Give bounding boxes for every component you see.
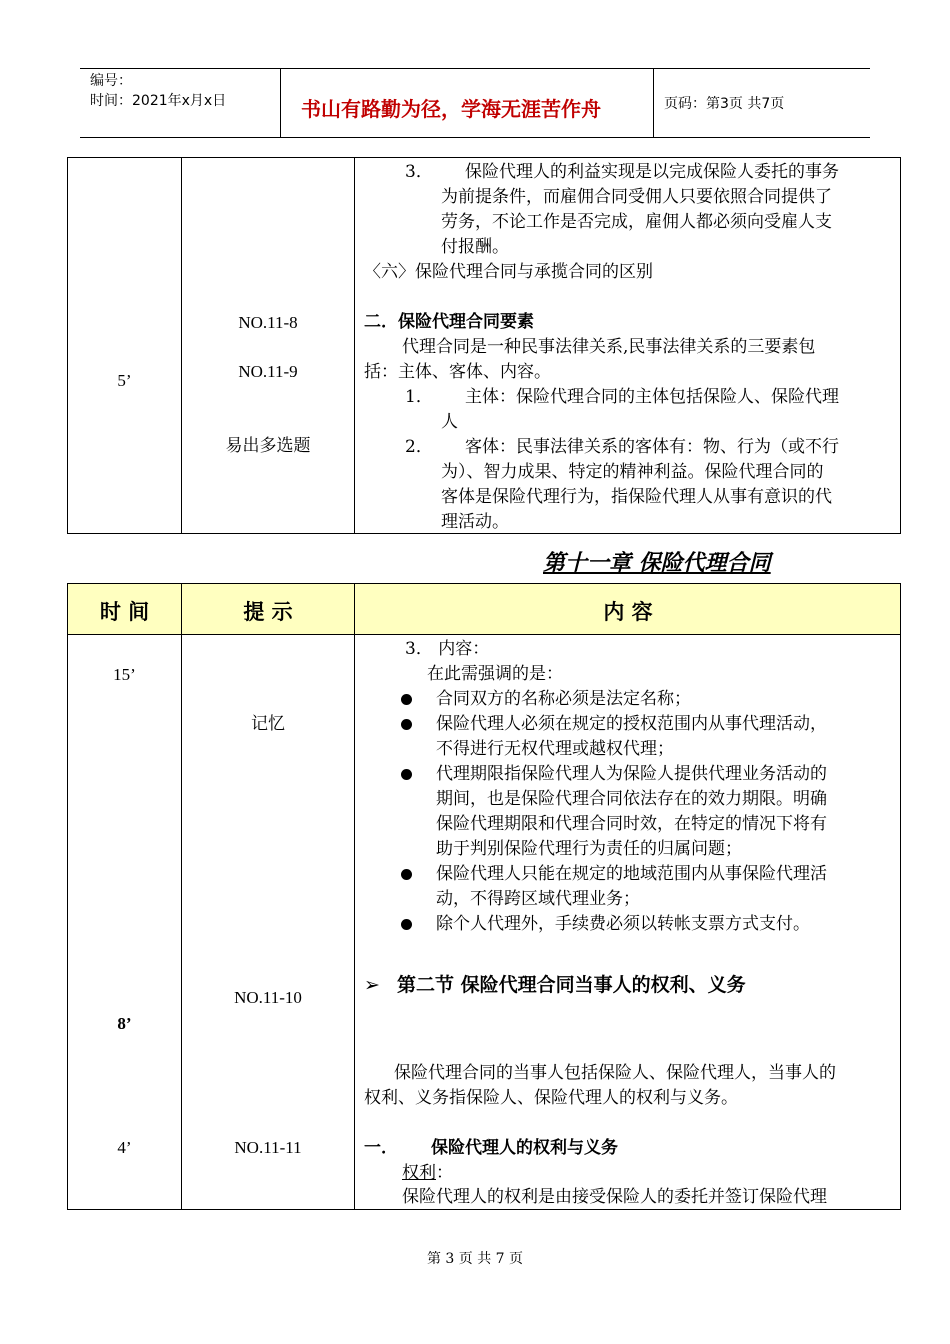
bullet-2-line-1: 保险代理人必须在规定的授权范围内从事代理活动， (436, 714, 827, 734)
time-8: 8’ (117, 1014, 132, 1033)
rights-colon: ： (436, 1163, 453, 1183)
header-time: 时 间 (99, 600, 150, 624)
bullet-1-line-1: 合同双方的名称必须是法定名称； (436, 689, 691, 709)
subsection-6: 〈六〉保险代理合同与承揽合同的区别 (364, 262, 653, 282)
hint-multiple-choice: 易出多选题 (225, 436, 311, 456)
party-para-line-1: 保险代理合同的当事人包括保险人、保险代理人，当事人的 (394, 1063, 836, 1083)
item3-line-3: 劳务，不论工作是否完成，雇佣人都必须向受雇人支 (441, 212, 832, 232)
bullet-icon (401, 869, 412, 880)
item3-line-4: 付报酬。 (441, 237, 509, 257)
lesson-table-1 (67, 157, 901, 534)
item2-num: 2． (405, 437, 433, 457)
section-2-heading: 二．保险代理合同要素 (364, 312, 534, 332)
item2-line-3: 客体是保险代理行为，指保险代理人从事有意识的代 (441, 487, 832, 507)
item3-line-1: 保险代理人的利益实现是以完成保险人委托的事务 (465, 162, 839, 182)
bullet-2-line-2: 不得进行无权代理或越权代理； (436, 739, 674, 759)
header-motto-cell (280, 69, 654, 137)
number-label: 编号： (90, 73, 132, 89)
header-content: 内 容 (603, 600, 653, 624)
item3-num: 3． (405, 162, 433, 182)
time-cell: 5’ (117, 371, 132, 390)
page-code: 页码：第3页 共7页 (664, 96, 785, 112)
rights-last-line: 保险代理人的权利是由接受保险人的委托并签订保险代理 (402, 1187, 827, 1207)
hint-memorize: 记忆 (251, 714, 285, 734)
item1-line-2: 人 (441, 412, 458, 432)
bullet-3-line-3: 保险代理期限和代理合同时效，在特定的情况下将有 (436, 814, 827, 834)
para-line-2: 括：主体、客体、内容。 (364, 362, 551, 382)
bullet-3-line-2: 期间，也是保险代理合同依法存在的效力期限。明确 (436, 789, 827, 809)
page-header (80, 68, 870, 138)
party-para-line-2: 权利、义务指保险人、保险代理人的权利与义务。 (364, 1088, 738, 1108)
time-label: 时间：2021年x月x日 (90, 93, 227, 109)
header-page-cell (654, 69, 870, 137)
item2-line-1: 客体：民事法律关系的客体有：物、行为（或不行 (465, 437, 839, 457)
page-footer: 第 3 页 共 7 页 (426, 1251, 524, 1267)
bullet-4-line-2: 动，不得跨区域代理业务； (436, 889, 640, 909)
bullet-icon (401, 719, 412, 730)
bullet-icon (401, 769, 412, 780)
table-header-row (68, 584, 900, 635)
hint-no-11-10: NO.11-10 (234, 988, 302, 1007)
bullet-icon (401, 694, 412, 705)
bullet-icon (401, 919, 412, 930)
rights-word: 权利 (402, 1163, 436, 1183)
time-15: 15’ (113, 665, 136, 684)
bullet-3-line-4: 助于判别保险代理行为责任的归属问题； (436, 839, 742, 859)
item3-line-2: 为前提条件，而雇佣合同受佣人只要依照合同提供了 (441, 187, 832, 207)
hint-no-11-9: NO.11-9 (238, 362, 298, 381)
para-line-1: 代理合同是一种民事法律关系,民事法律关系的三要素包 (402, 337, 816, 357)
emphasis-intro: 在此需强调的是： (427, 664, 563, 684)
bullet-5-line-1: 除个人代理外，手续费必须以转帐支票方式支付。 (436, 914, 810, 934)
arrow-marker-icon: ➢ (364, 974, 380, 996)
item3-content: 3． 内容： (405, 639, 490, 659)
section-2-title: 第二节 保险代理合同当事人的权利、义务 (397, 974, 746, 996)
item2-line-2: 为）、智力成果、特定的精神利益。保险代理合同的 (441, 462, 824, 482)
item1-num: 1． (405, 387, 433, 407)
motto: 书山有路勤为径，学海无涯苦作舟 (301, 97, 601, 121)
lesson-table-2 (67, 583, 901, 1210)
header-hint: 提 示 (243, 600, 293, 624)
hint-no-11-11: NO.11-11 (234, 1138, 302, 1157)
chapter-title: 第十一章 保险代理合同 (543, 551, 771, 576)
bullet-3-line-1: 代理期限指保险代理人为保险人提供代理业务活动的 (436, 764, 827, 784)
header-left-cell (80, 69, 280, 137)
heading-1-num: 一． (364, 1138, 398, 1158)
hint-no-11-8: NO.11-8 (238, 313, 298, 332)
heading-1: 保险代理人的权利与义务 (431, 1138, 618, 1158)
item1-line-1: 主体：保险代理合同的主体包括保险人、保险代理 (465, 387, 839, 407)
bullet-4-line-1: 保险代理人只能在规定的地域范围内从事保险代理活 (436, 864, 827, 884)
item2-line-4: 理活动。 (441, 512, 509, 532)
rights-label (402, 1161, 453, 1186)
time-4: 4’ (117, 1138, 132, 1157)
